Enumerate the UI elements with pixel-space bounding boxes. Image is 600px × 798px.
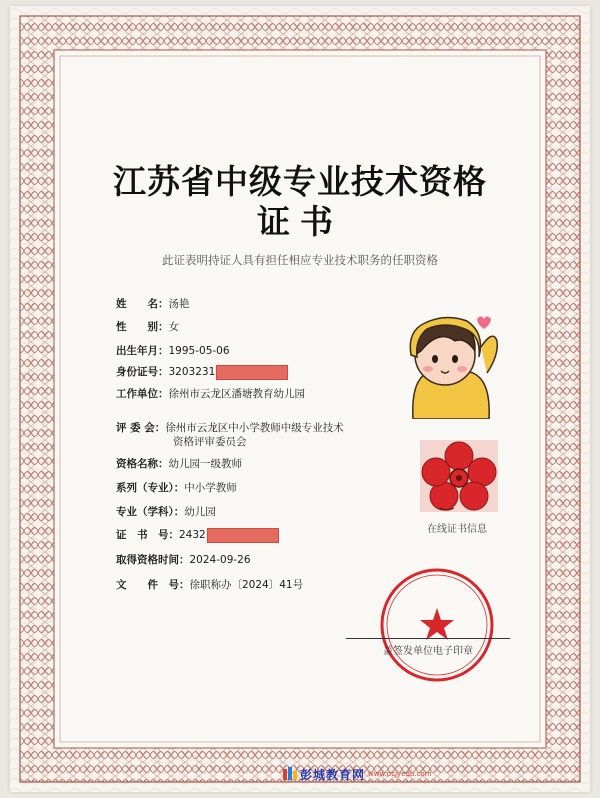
certificate-title-line2: 证书 [257,202,343,241]
field-name: 姓 名：汤艳 [116,298,190,310]
redaction-box [207,528,279,543]
field-specialty: 专业（学科）：幼儿园 [116,506,216,518]
field-id-number: 身份证号：3203231 [116,364,288,380]
field-work-unit: 工作单位：徐州市云龙区潘塘教育幼儿园 [116,388,305,400]
watermark-text: 彭城教育网 [300,767,366,782]
field-birth: 出生年月：1995-05-06 [116,345,230,357]
qr-caption: 在线证书信息 [427,524,487,535]
field-committee: 评 委 会：徐州市云龙区中小学教师中级专业技术 资格评审委员会 [116,422,344,448]
field-series: 系列（专业）：中小学教师 [116,482,237,494]
qr-code-flower-icon [416,436,502,516]
watermark-url: www.pcjyedu.com [368,770,432,778]
watermark [282,764,432,784]
redaction-box [216,365,288,380]
field-obtain-time: 取得资格时间：2024-09-26 [116,554,251,566]
watermark-logo-icon [282,766,298,782]
field-gender: 性 别：女 [116,321,179,333]
field-qualification: 资格名称：幼儿园一级教师 [116,458,242,470]
field-document-no: 文 件 号：徐职称办〔2024〕41号 [116,579,304,591]
seal-signature-line [346,638,510,639]
cartoon-avatar-icon [395,311,503,419]
seal-caption: 盖签发单位电子印章 [383,646,473,657]
certificate-title: 江苏省中级专业技术资格 [113,162,487,201]
certificate-sheet [10,6,590,792]
certificate-subtitle: 此证表明持证人具有担任相应专业技术职务的任职资格 [162,253,438,267]
field-cert-number: 证 书 号：2432 [116,527,279,543]
official-seal-icon [378,566,496,684]
